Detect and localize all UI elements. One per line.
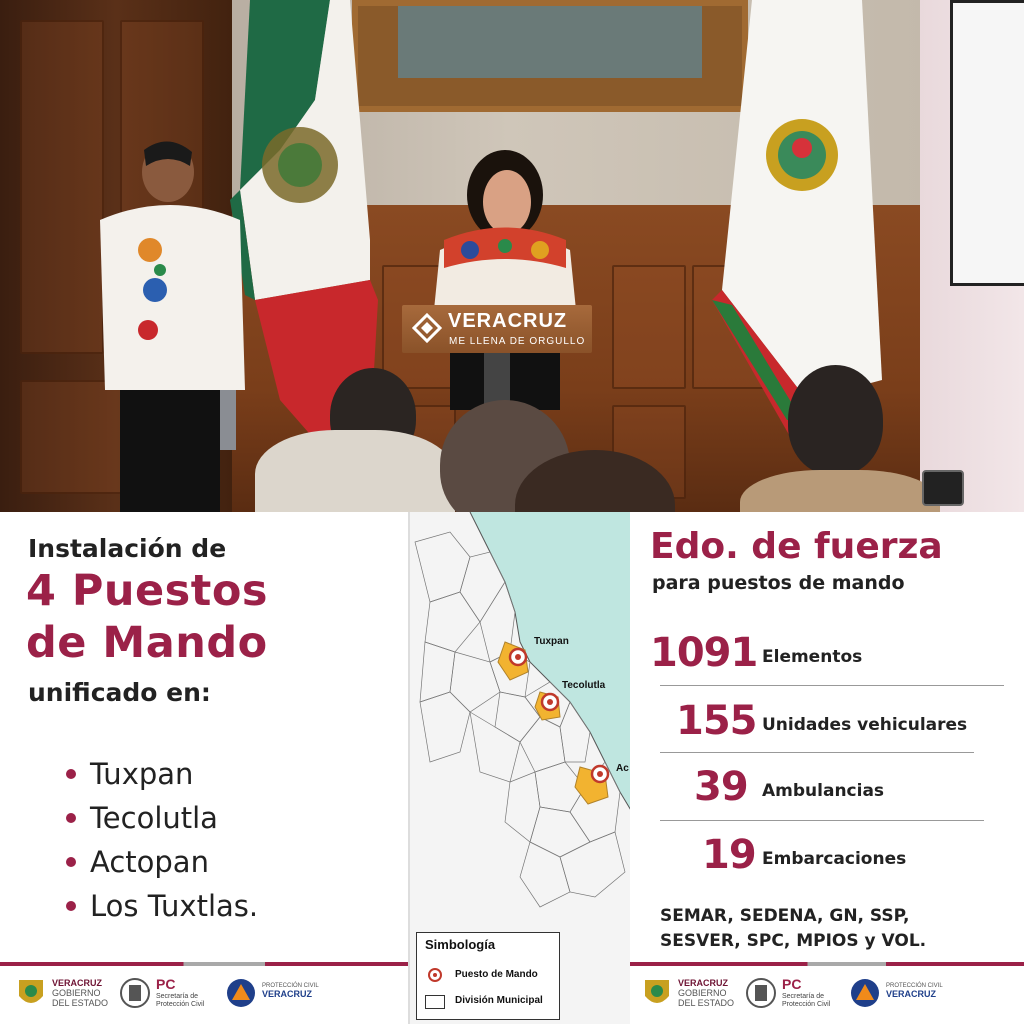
triangle-icon	[226, 976, 256, 1010]
bullet-icon	[66, 901, 76, 911]
triangle-icon	[850, 976, 880, 1010]
panel3-subtitle: para puestos de mando	[652, 572, 905, 594]
podium	[402, 305, 592, 353]
phone	[922, 470, 964, 506]
governor-standing	[100, 140, 250, 512]
divider	[660, 752, 974, 753]
list-item: Actopan	[66, 840, 258, 884]
audience-shirt	[740, 470, 940, 512]
shield-icon	[16, 976, 46, 1010]
map-label-tecolutla: Tecolutla	[562, 680, 606, 691]
bullet-icon	[66, 857, 76, 867]
list-item: Tecolutla	[66, 796, 258, 840]
framed-portrait	[352, 0, 748, 112]
divider	[660, 820, 984, 821]
panel1-headline-2: de Mando	[26, 618, 268, 668]
force-status-panel: Edo. de fuerza para puestos de mando 1091 Elementos 155 Unidades vehiculares 39 Ambulancias 19 Embarcaciones SEMAR, SEDENA, GN, SSP, SESVER, SPC, MPIOS y VOL. VERACRUZ GOBIERNO DEL ESTADO PC Secretaría de Protección Civil PROTECCIÓN CIVIL VERACRUZ	[630, 512, 1024, 1024]
boundary-icon	[425, 995, 445, 1009]
audience-head	[788, 365, 883, 475]
command-post-marker	[542, 694, 558, 710]
map-legend	[416, 932, 560, 1020]
seal-icon	[120, 976, 150, 1010]
logo-footer: VERACRUZ GOBIERNO DEL ESTADO PC Secretaría de Protección Civil PROTECCIÓN CIVIL VERACRUZ	[0, 962, 408, 1024]
command-post-marker	[510, 649, 526, 665]
command-post-marker	[592, 766, 608, 782]
podium-title: VERACRUZ	[448, 310, 568, 332]
legend-item-command-post: Puesto de Mando	[425, 969, 538, 980]
bullet-icon	[66, 813, 76, 823]
installation-panel	[0, 512, 408, 1024]
panel1-line1: Instalación de	[28, 534, 227, 563]
panel1-headline-1: 4 Puestos	[26, 566, 268, 616]
map-label-tuxpan: Tuxpan	[534, 636, 569, 647]
podium-subtitle: ME LLENA DE ORGULLO	[449, 336, 586, 347]
list-item: Tuxpan	[66, 752, 258, 796]
list-item: Los Tuxtlas.	[66, 884, 258, 928]
veracruz-logo-icon	[412, 313, 442, 343]
seal-icon	[746, 976, 776, 1010]
map-label-actopan: Ac	[616, 763, 629, 774]
panel3-title: Edo. de fuerza	[650, 526, 943, 567]
legend-title: Simbología	[425, 937, 496, 952]
panel1-line4: unificado en:	[28, 678, 211, 707]
municipal-map	[408, 512, 632, 1024]
audience-shirt	[255, 430, 455, 512]
agencies-text: SEMAR, SEDENA, GN, SSP, SESVER, SPC, MPIOS y VOL.	[660, 906, 927, 951]
shield-icon	[642, 976, 672, 1010]
legend-item-municipal: División Municipal	[425, 995, 543, 1006]
location-list	[66, 752, 258, 928]
command-post-icon	[425, 968, 445, 982]
bullet-icon	[66, 769, 76, 779]
projection-screen	[950, 0, 1024, 286]
logo-footer: VERACRUZ GOBIERNO DEL ESTADO PC Secretaría de Protección Civil PROTECCIÓN CIVIL VERACRUZ	[630, 962, 1024, 1024]
divider	[660, 685, 1004, 686]
